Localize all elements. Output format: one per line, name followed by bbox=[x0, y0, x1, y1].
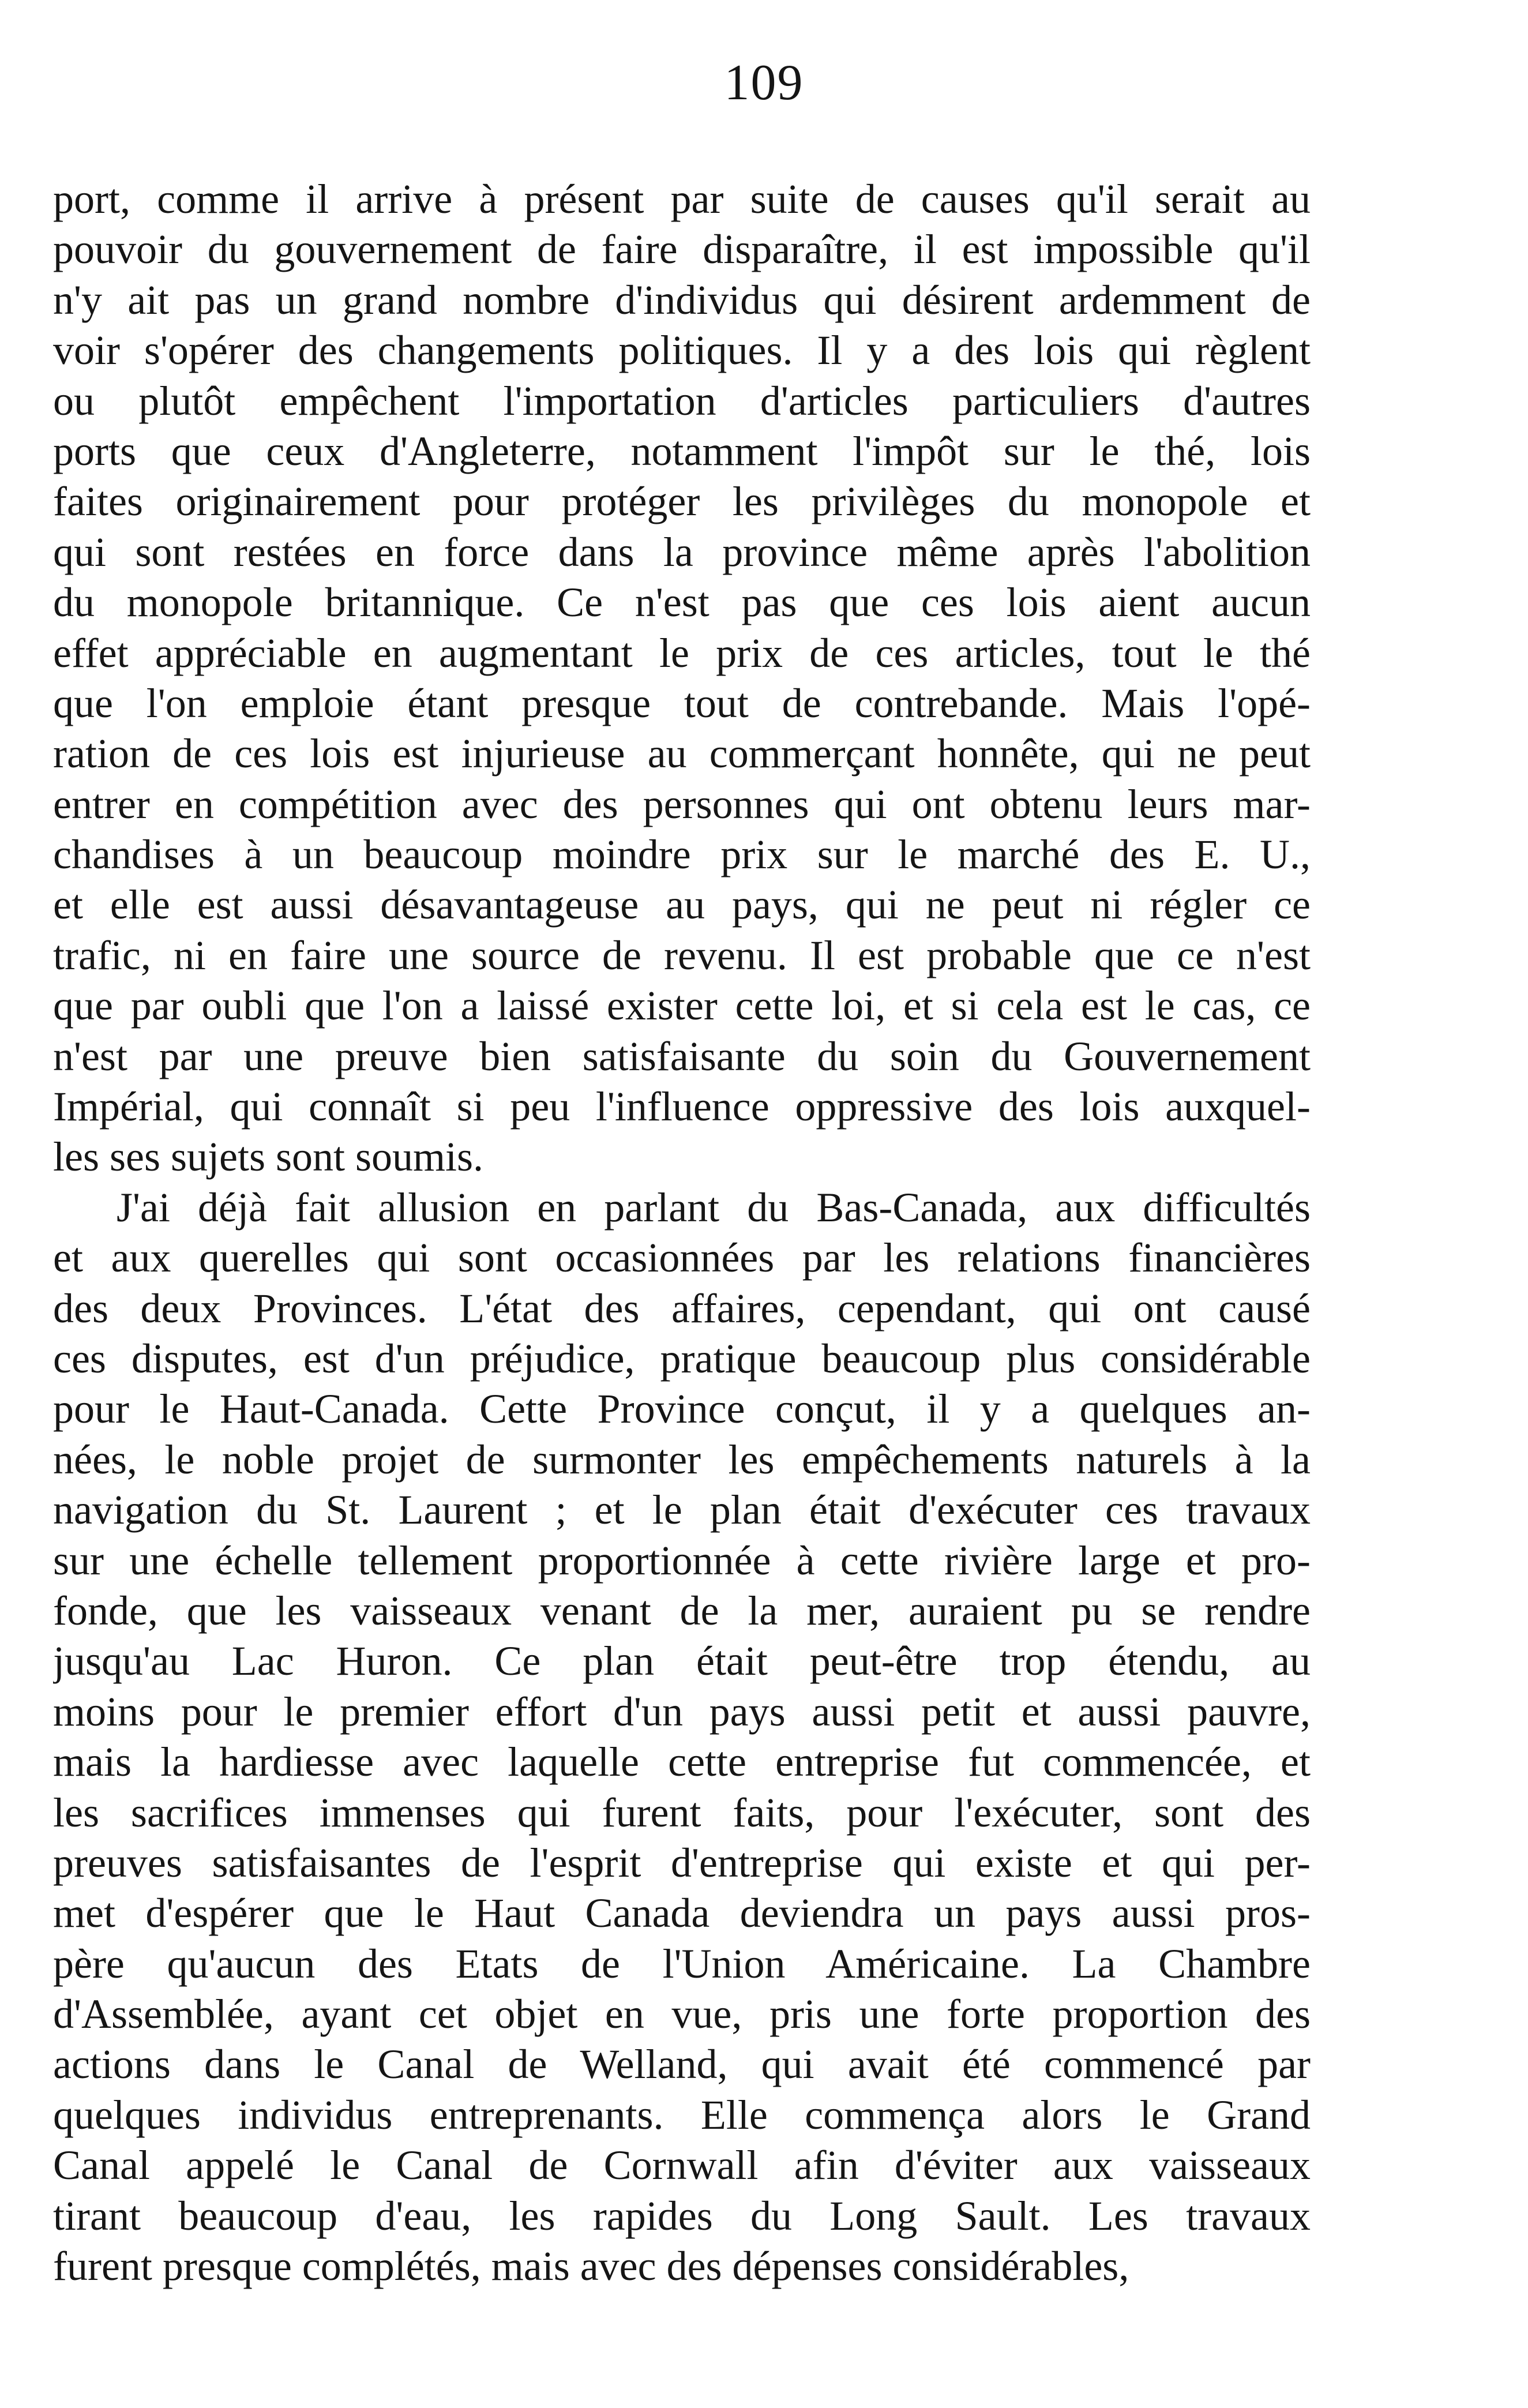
text-line: tirant beaucoup d'eau, les rapides du Long Sault. Les travaux bbox=[53, 2192, 1311, 2239]
text-line: sur une échelle tellement proportionnée à cette rivière large et pro- bbox=[53, 1537, 1311, 1584]
text-line: ces disputes, est d'un préjudice, pratique beaucoup plus considérable bbox=[53, 1335, 1311, 1382]
text-line: qui sont restées en force dans la province même après l'abolition bbox=[53, 528, 1311, 575]
text-line: J'ai déjà fait allusion en parlant du Bas-Canada, aux difficultés bbox=[117, 1184, 1311, 1231]
text-line: et aux querelles qui sont occasionnées par les relations financières bbox=[53, 1235, 1311, 1281]
text-line: trafic, ni en faire une source de revenu. Il est probable que ce n'est bbox=[53, 932, 1311, 978]
text-line: furent presque complétés, mais avec des dépenses considérables, bbox=[53, 2243, 1129, 2290]
text-line: ration de ces lois est injurieuse au commerçant honnête, qui ne peut bbox=[53, 730, 1311, 777]
body-text bbox=[53, 174, 1311, 2291]
paragraph bbox=[53, 1183, 1311, 2292]
text-line: quelques individus entreprenants. Elle commença alors le Grand bbox=[53, 2091, 1311, 2138]
page-number: 109 bbox=[724, 55, 804, 111]
text-line: d'Assemblée, ayant cet objet en vue, pris une forte proportion des bbox=[53, 1991, 1311, 2038]
text-line: que par oubli que l'on a laissé exister cette loi, et si cela est le cas, ce bbox=[53, 982, 1311, 1029]
text-line: actions dans le Canal de Welland, qui avait été commencé par bbox=[53, 2041, 1311, 2088]
text-line: Impérial, qui connaît si peu l'influence oppressive des lois auxquel- bbox=[53, 1083, 1311, 1130]
text-line: que l'on emploie étant presque tout de contrebande. Mais l'opé- bbox=[53, 680, 1311, 726]
text-line: Canal appelé le Canal de Cornwall afin d'éviter aux vaisseaux bbox=[53, 2142, 1311, 2189]
text-line: port, comme il arrive à présent par suite de causes qu'il serait au bbox=[53, 176, 1311, 222]
paragraph bbox=[53, 174, 1311, 1183]
text-line: ports que ceux d'Angleterre, notamment l'impôt sur le thé, lois bbox=[53, 427, 1311, 474]
text-line: preuves satisfaisantes de l'esprit d'entreprise qui existe et qui per- bbox=[53, 1839, 1311, 1886]
text-line: moins pour le premier effort d'un pays aussi petit et aussi pauvre, bbox=[53, 1688, 1311, 1735]
text-line: nées, le noble projet de surmonter les empêchements naturels à la bbox=[53, 1436, 1311, 1483]
text-line: père qu'aucun des Etats de l'Union Américaine. La Chambre bbox=[53, 1940, 1311, 1987]
text-line: n'est par une preuve bien satisfaisante du soin du Gouvernement bbox=[53, 1033, 1311, 1079]
text-line: met d'espérer que le Haut Canada deviendra un pays aussi pros- bbox=[53, 1890, 1311, 1937]
text-line: n'y ait pas un grand nombre d'individus qui désirent ardemment de bbox=[53, 276, 1311, 323]
text-line: des deux Provinces. L'état des affaires, cependant, qui ont causé bbox=[53, 1285, 1311, 1331]
text-line: effet appréciable en augmentant le prix de ces articles, tout le thé bbox=[53, 629, 1311, 676]
text-line: chandises à un beaucoup moindre prix sur le marché des E. U., bbox=[53, 831, 1311, 878]
text-line: mais la hardiesse avec laquelle cette entreprise fut commencée, et bbox=[53, 1739, 1311, 1786]
text-line: entrer en compétition avec des personnes qui ont obtenu leurs mar- bbox=[53, 781, 1311, 827]
text-line: navigation du St. Laurent ; et le plan était d'exécuter ces travaux bbox=[53, 1487, 1311, 1533]
text-line: du monopole britannique. Ce n'est pas que ces lois aient aucun bbox=[53, 579, 1311, 626]
text-line: les ses sujets sont soumis. bbox=[53, 1134, 484, 1180]
text-line: jusqu'au Lac Huron. Ce plan était peut-être trop étendu, au bbox=[53, 1638, 1311, 1685]
text-line: les sacrifices immenses qui furent faits, pour l'exécuter, sont des bbox=[53, 1789, 1311, 1836]
text-line: fonde, que les vaisseaux venant de la mer, auraient pu se rendre bbox=[53, 1587, 1311, 1634]
text-line: ou plutôt empêchent l'importation d'articles particuliers d'autres bbox=[53, 377, 1311, 424]
text-line: pouvoir du gouvernement de faire disparaître, il est impossible qu'il bbox=[53, 226, 1311, 273]
text-line: pour le Haut-Canada. Cette Province conçut, il y a quelques an- bbox=[53, 1386, 1311, 1432]
text-line: voir s'opérer des changements politiques. Il y a des lois qui règlent bbox=[53, 327, 1311, 374]
text-line: faites originairement pour protéger les privilèges du monopole et bbox=[53, 478, 1311, 525]
text-line: et elle est aussi désavantageuse au pays, qui ne peut ni régler ce bbox=[53, 882, 1311, 928]
